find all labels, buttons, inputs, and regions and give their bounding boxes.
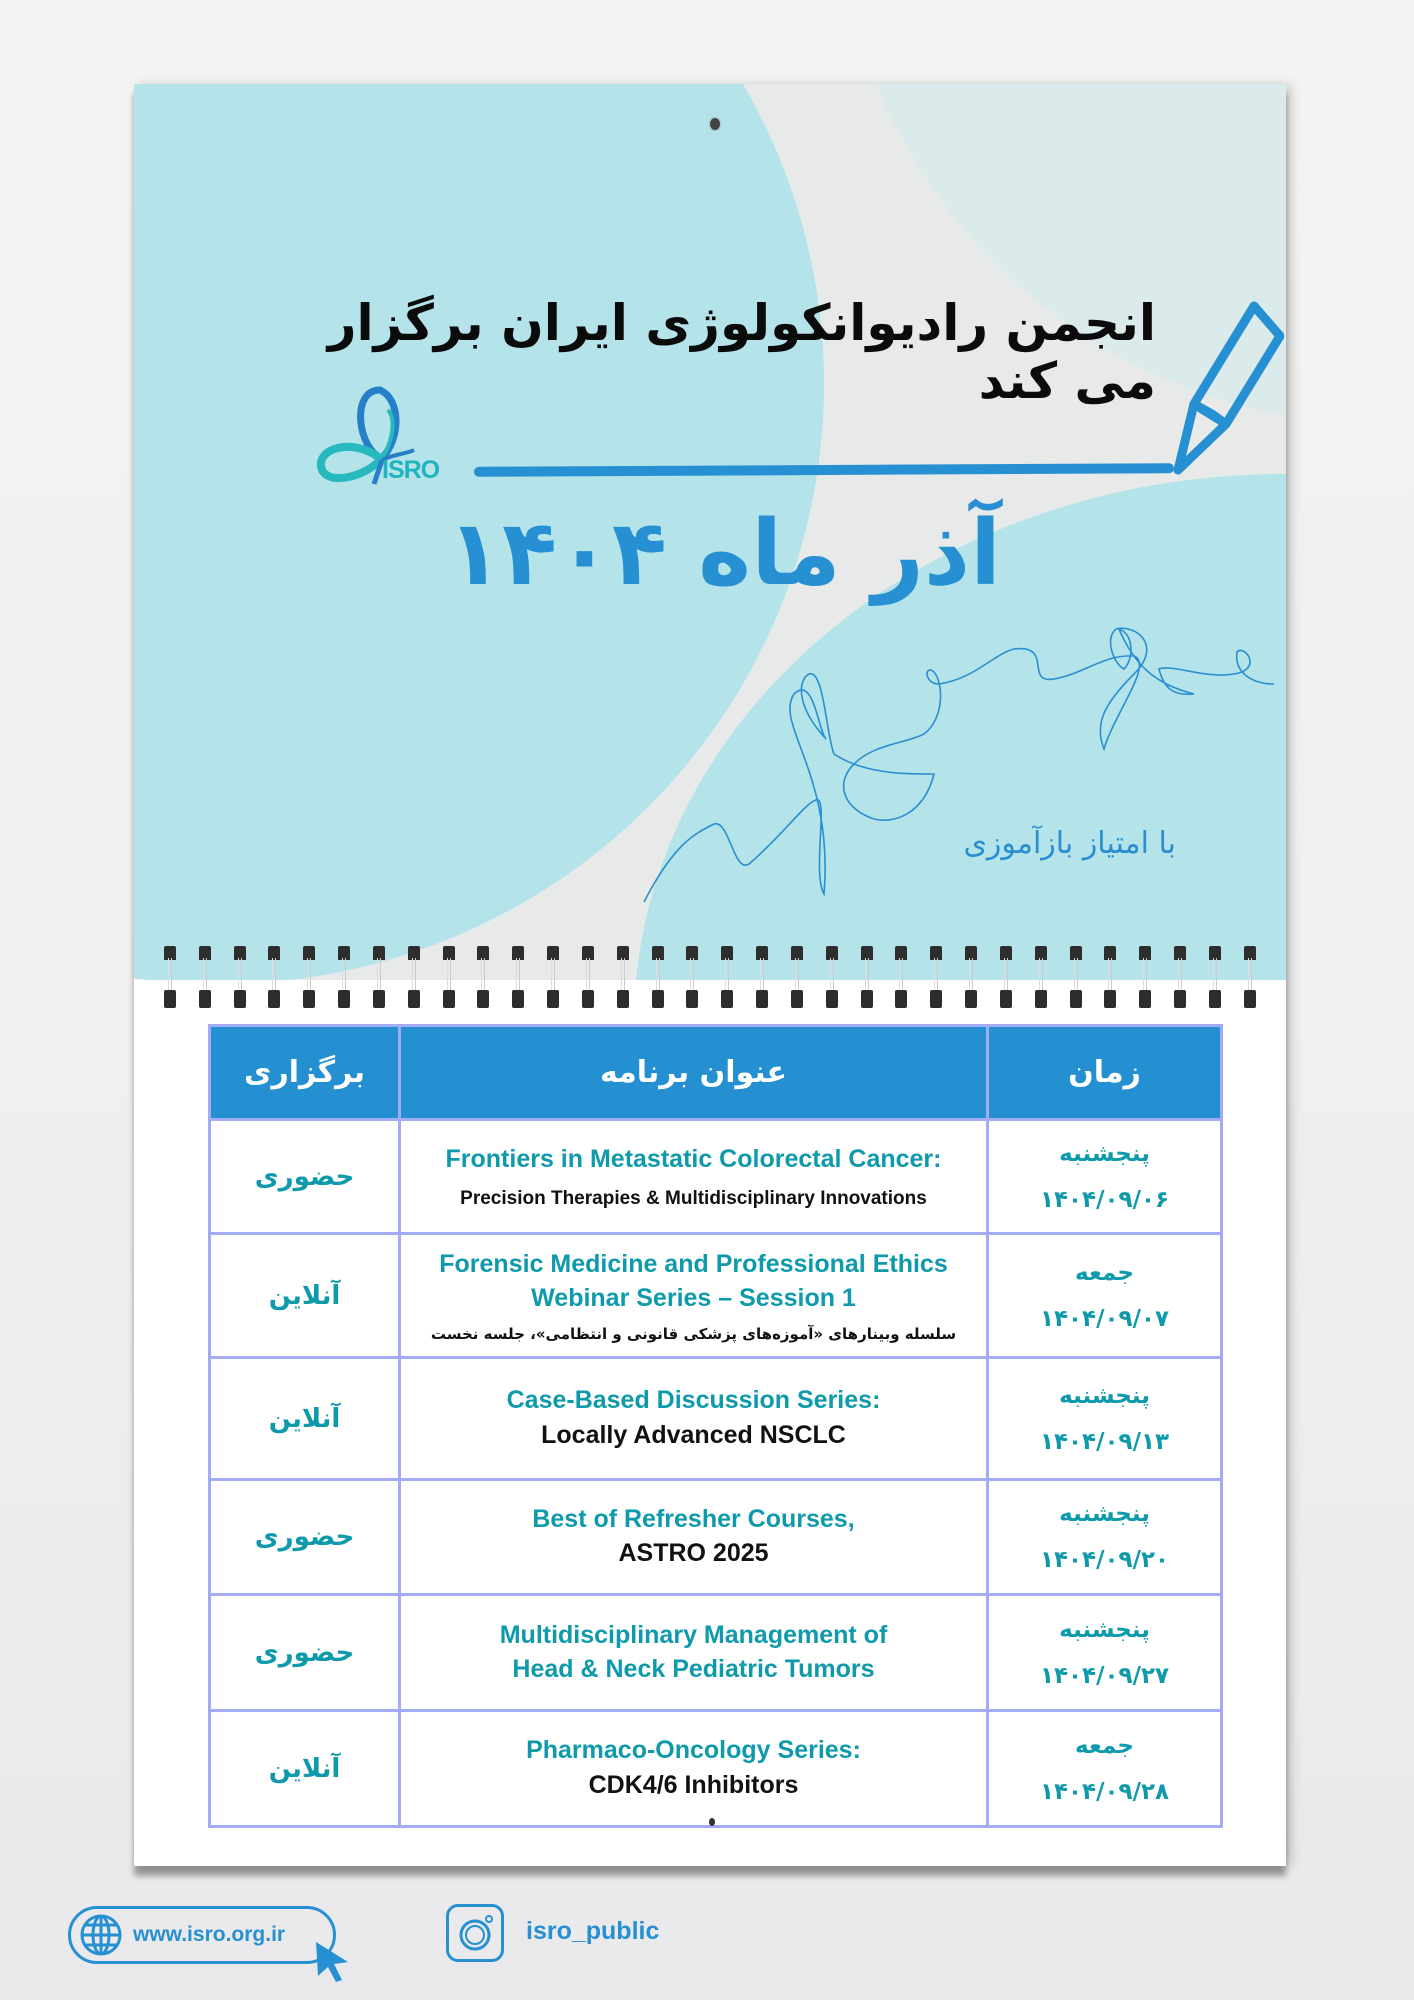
table-row (210, 1480, 1222, 1595)
wall-calendar (134, 84, 1286, 1866)
hanging-hole (710, 118, 720, 130)
event-title: Case-Based Discussion Series: (506, 1386, 881, 1415)
event-subtitle: Locally Advanced NSCLC (541, 1420, 846, 1449)
event-schedule-table (208, 1024, 1223, 1828)
table-row (210, 1358, 1222, 1480)
event-subtitle: ASTRO 2025 (618, 1539, 769, 1568)
event-title: Frontiers in Metastatic Colorectal Cancer: (445, 1144, 942, 1173)
table-row (210, 1595, 1222, 1711)
event-title: Multidisciplinary Management of (499, 1620, 888, 1649)
event-mode: آنلاین (268, 1753, 341, 1784)
event-day: پنجشنبه (1059, 1501, 1150, 1527)
isro-logo-text: ISRO (382, 456, 440, 484)
event-subtitle: Precision Therapies & Multidisciplinary Innovations (460, 1188, 927, 1210)
spiral-binding (134, 946, 1286, 1016)
header-title: عنوان برنامه (400, 1026, 988, 1120)
cursor-icon (312, 1940, 352, 1984)
table-row (210, 1120, 1222, 1234)
event-mode: حضوری (254, 1637, 355, 1668)
instagram-handle[interactable]: isro_public (526, 1917, 660, 1945)
cme-credit-note: با امتیاز بازآموزی (963, 826, 1176, 861)
event-subtitle: CDK4/6 Inhibitors (588, 1770, 799, 1799)
header-mode: برگزاری (210, 1026, 400, 1120)
event-date: ۱۴۰۴/۰۹/۱۳ (1039, 1428, 1170, 1455)
event-mode: آنلاین (268, 1403, 341, 1434)
instagram-icon[interactable] (446, 1904, 504, 1962)
calendar-cover (134, 84, 1286, 980)
event-mode: آنلاین (268, 1280, 341, 1311)
month-title: آذر ماه ۱۴۰۴ (447, 501, 1001, 606)
globe-icon (79, 1913, 123, 1957)
event-date: ۱۴۰۴/۰۹/۰۷ (1039, 1305, 1170, 1332)
table-header-row (210, 1026, 1222, 1120)
event-day: پنجشنبه (1059, 1382, 1150, 1409)
event-day: جمعه (1075, 1259, 1134, 1286)
headline: انجمن رادیوانکولوژی ایران برگزار می کند (327, 294, 1156, 410)
event-day: پنجشنبه (1059, 1616, 1150, 1643)
event-date: ۱۴۰۴/۰۹/۲۸ (1039, 1778, 1170, 1805)
event-date: ۱۴۰۴/۰۹/۰۶ (1039, 1186, 1170, 1213)
website-url: www.isro.org.ir (133, 1923, 286, 1946)
event-day: جمعه (1075, 1732, 1134, 1759)
website-link[interactable] (68, 1906, 336, 1964)
event-mode: حضوری (254, 1522, 355, 1552)
binding-pin (709, 1818, 715, 1826)
table-row (210, 1711, 1222, 1827)
event-date: ۱۴۰۴/۰۹/۲۰ (1039, 1547, 1170, 1573)
header-date: زمان (988, 1026, 1222, 1120)
event-mode: حضوری (254, 1161, 355, 1192)
event-title: Forensic Medicine and Professional Ethics (439, 1249, 948, 1278)
event-title: Pharmaco-Oncology Series: (526, 1736, 861, 1765)
event-title: Best of Refresher Courses, (532, 1504, 855, 1533)
event-date: ۱۴۰۴/۰۹/۲۷ (1039, 1662, 1170, 1689)
event-title-line2: Webinar Series – Session 1 (531, 1283, 856, 1312)
table-row (210, 1234, 1222, 1358)
event-subtitle-fa: سلسله وبینارهای «آموزه‌های پزشکی قانونی و انتظامی»، جلسه نخست (430, 1325, 957, 1344)
event-title-line2: Head & Neck Pediatric Tumors (512, 1654, 875, 1683)
pencil-icon (1134, 294, 1284, 484)
awareness-ribbon-icon (634, 624, 1274, 924)
event-day: پنجشنبه (1059, 1140, 1150, 1167)
